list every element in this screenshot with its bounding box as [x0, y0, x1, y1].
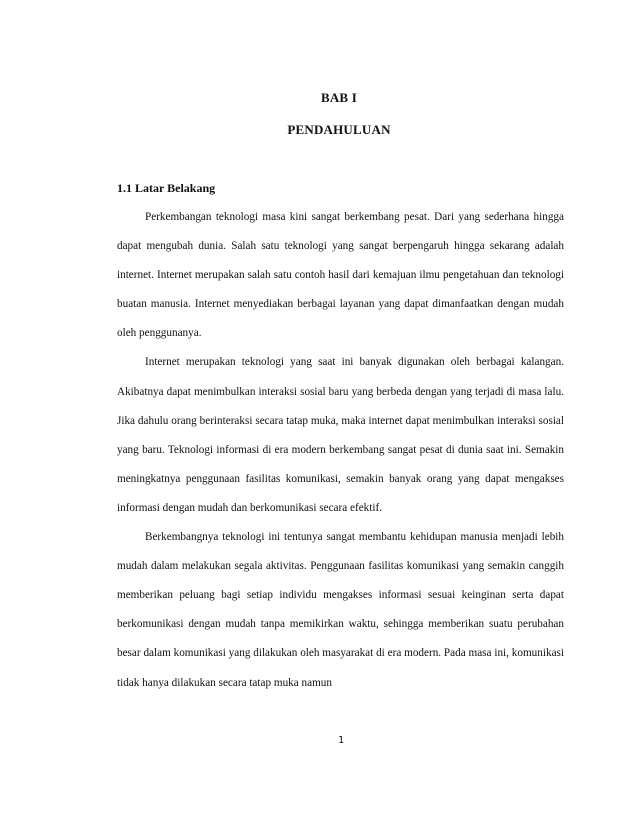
- page-number: 1: [337, 735, 345, 746]
- section-heading: 1.1 Latar Belakang: [117, 181, 216, 195]
- chapter-number: BAB I: [320, 90, 358, 105]
- paragraph-1: Perkembangan teknologi masa kini sangat berkembang pesat. Dari yang sederhana hingga dapat mengubah dunia. Salah satu teknologi yang sangat berpengaruh hingga sekarang adalah internet. Internet merupakan salah satu contoh hasil dari kemajuan ilmu pengetahuan dan teknologi buatan manusia. Internet menyediakan berbagai layanan yang dapat dimanfaatkan dengan mudah oleh penggunanya.: [117, 211, 564, 340]
- paragraph-2: Internet merupakan teknologi yang saat ini banyak digunakan oleh berbagai kalangan. Akibatnya dapat menimbulkan interaksi sosial baru yang berbeda dengan yang terjadi di masa lalu. Jika dahulu orang berinteraksi secara tatap muka, maka internet dapat menimbulkan interaksi sosial yang baru. Teknologi informasi di era modern berkembang sangat pesat di dunia saat ini. Semakin meningkatnya penggunaan fasilitas komunikasi, semakin banyak orang yang dapat mengakses informasi dengan mudah dan berkomunikasi secara efektif.: [117, 356, 564, 514]
- body-text: [117, 203, 564, 698]
- paragraph-3: Berkembangnya teknologi ini tentunya sangat membantu kehidupan manusia menjadi lebih mudah dalam melakukan segala aktivitas. Penggunaan fasilitas komunikasi yang semakin canggih memberikan peluang bagi setiap individu mengakses informasi sesuai keinginan serta dapat berkomunikasi dengan mudah tanpa memikirkan waktu, sehingga memberikan suatu perubahan besar dalam komunikasi yang dilakukan oleh masyarakat di era modern. Pada masa ini, komunikasi tidak hanya dilakukan secara tatap muka namun: [117, 531, 564, 689]
- chapter-title: PENDAHULUAN: [287, 122, 391, 137]
